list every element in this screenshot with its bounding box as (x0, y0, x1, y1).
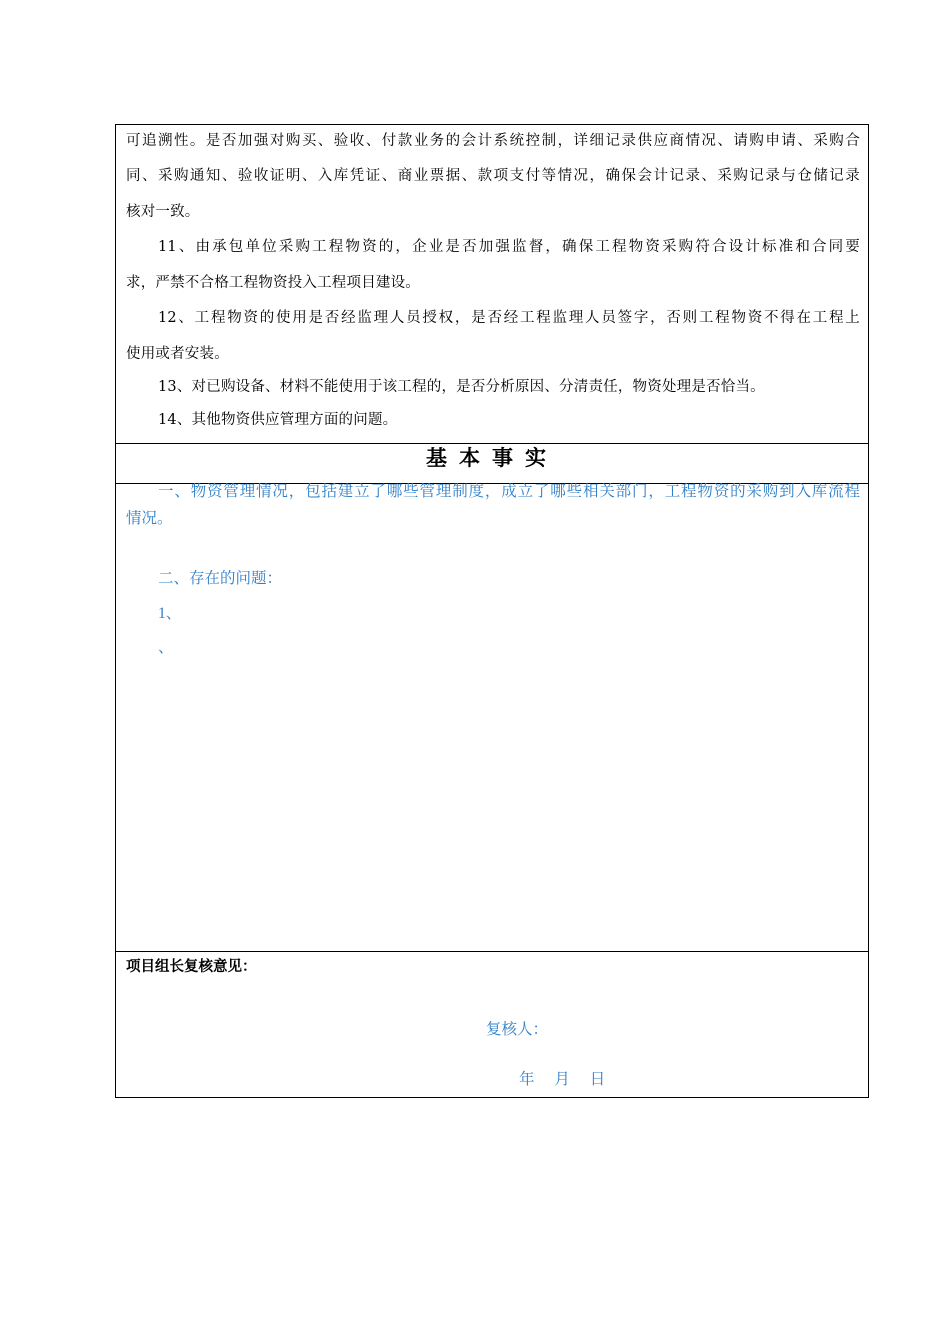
problem-item-1[interactable]: 1、 (158, 605, 182, 622)
criteria-line-1: 可追溯性。是否加强对购买、验收、付款业务的会计系统控制，详细记录供应商情况、请购申请、采购合 (126, 133, 860, 149)
criteria-line-2: 同、采购通知、验收证明、入库凭证、商业票据、款项支付等情况，确保会计记录、采购记录与仓储记录 (126, 168, 860, 184)
date-month: 月 (554, 1071, 570, 1088)
section-title-basic-facts: 基本事实 (426, 446, 558, 470)
problems-heading[interactable]: 二、存在的问题： (158, 570, 283, 587)
row-divider (116, 951, 868, 952)
criteria-line-7: 使用或者安装。 (126, 346, 229, 362)
criteria-line-8: 13、对已购设备、材料不能使用于该工程的，是否分析原因、分清责任，物资处理是否恰当。 (158, 379, 765, 395)
criteria-line-4: 11、由承包单位采购工程物资的，企业是否加强监督，确保工程物资采购符合设计标准和合同要 (158, 239, 860, 255)
date-day: 日 (589, 1071, 606, 1088)
review-opinion-label: 项目组长复核意见： (126, 959, 257, 975)
problem-item-2[interactable]: 、 (158, 639, 174, 656)
criteria-line-5: 求，严禁不合格工程物资投入工程项目建设。 (126, 275, 420, 291)
audit-form-table (115, 124, 869, 1098)
facts-line-1[interactable]: 一、物资管理情况，包括建立了哪些管理制度，成立了哪些相关部门，工程物资的采购到入库流程 (158, 483, 860, 500)
criteria-line-6: 12、工程物资的使用是否经监理人员授权，是否经工程监理人员签字，否则工程物资不得在工程上 (158, 310, 860, 326)
date-year: 年 (519, 1071, 535, 1088)
criteria-line-9: 14、其他物资供应管理方面的问题。 (158, 412, 398, 428)
reviewer-field[interactable]: 复核人： (486, 1021, 549, 1038)
facts-line-2[interactable]: 情况。 (126, 510, 173, 527)
review-date[interactable] (519, 1070, 621, 1090)
criteria-line-3: 核对一致。 (126, 204, 200, 220)
